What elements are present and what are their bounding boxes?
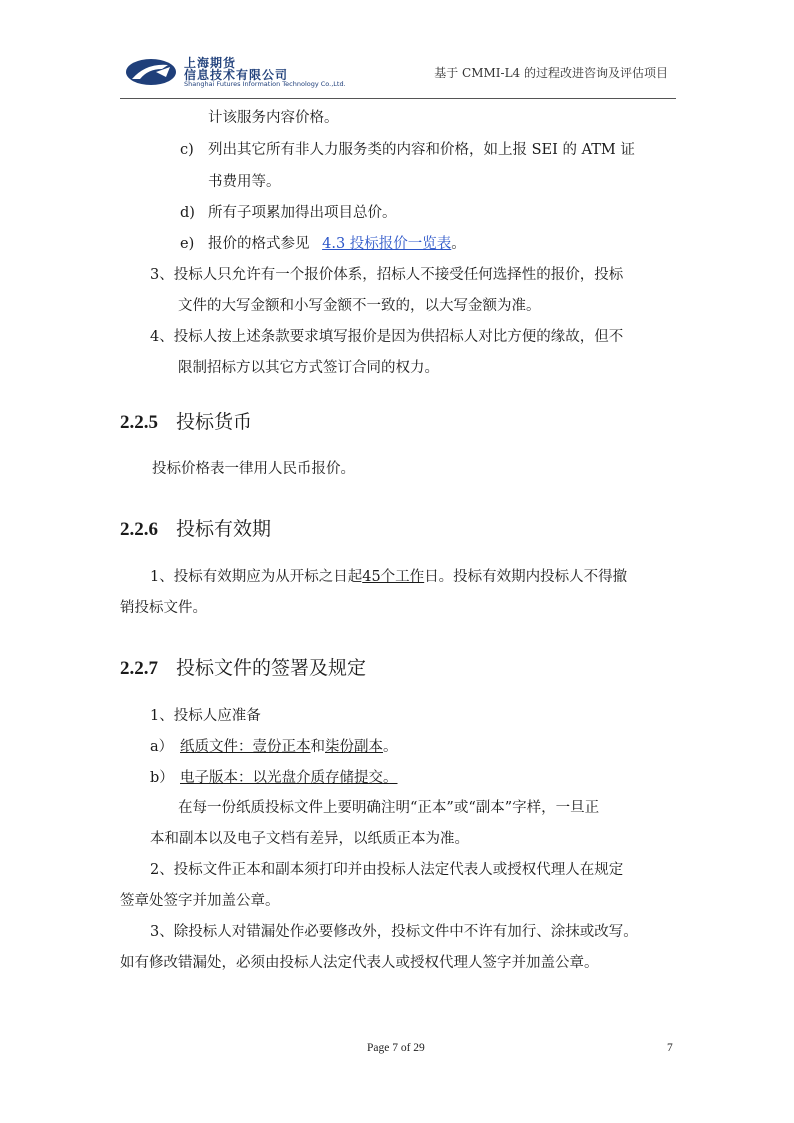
paragraph-line: 限制招标方以其它方式签订合同的权力。 — [178, 360, 439, 376]
text-span: 日。投标有效期内投标人不得撤 — [424, 569, 628, 585]
underlined-text: 45个工作 — [362, 569, 425, 585]
section-number: 2.2.6 — [120, 519, 158, 540]
text-span: 。 — [451, 236, 466, 252]
paragraph-line: 销投标文件。 — [120, 600, 207, 616]
paragraph-line: 投标价格表一律用人民币报价。 — [152, 461, 355, 477]
list-marker: d) — [180, 205, 195, 221]
list-marker: c) — [180, 142, 194, 158]
paragraph-line: 2、投标文件正本和副本须打印并由投标人法定代表人或授权代理人在规定 — [150, 862, 624, 878]
list-marker: b） — [150, 770, 174, 786]
paragraph-line: 文件的大写金额和小写金额不一致的，以大写金额为准。 — [178, 298, 541, 314]
paragraph-line: 4、投标人按上述条款要求填写报价是因为供招标人对比方便的缘故，但不 — [150, 329, 624, 345]
list-marker: a） — [150, 739, 174, 755]
logo-text-cn-2: 信息技术有限公司 — [184, 68, 289, 82]
text-span: 。 — [383, 739, 398, 755]
paragraph-line: 3、投标人只允许有一个报价体系，招标人不接受任何选择性的报价，投标 — [150, 267, 624, 283]
header-divider — [120, 98, 676, 99]
paragraph-line: 计该服务内容价格。 — [208, 110, 339, 126]
text-span: 1、投标有效期应为从开标之日起 — [150, 569, 363, 585]
paragraph-line: 签章处签字并加盖公章。 — [120, 893, 280, 909]
paragraph-line: 在每一份纸质投标文件上要明确注明“正本”或“副本”字样，一旦正 — [178, 800, 600, 816]
section-heading-2-2-5 — [120, 410, 252, 435]
section-title: 投标文件的签署及规定 — [176, 657, 367, 679]
underlined-text: 电子版本：以光盘介质存储提交。 — [180, 770, 398, 786]
text-span: 和 — [310, 739, 325, 755]
list-item-a — [180, 737, 398, 757]
list-marker: e) — [180, 236, 195, 252]
underlined-text: 柒份副本 — [325, 739, 383, 755]
list-item-e — [208, 234, 466, 254]
paragraph-line — [150, 567, 627, 587]
header-title: 基于 CMMI-L4 的过程改进咨询及评估项目 — [434, 66, 668, 80]
section-heading-2-2-7 — [120, 656, 366, 681]
section-title: 投标货币 — [176, 411, 253, 433]
page-number: 7 — [667, 1042, 673, 1054]
section-number: 2.2.5 — [120, 412, 158, 433]
paragraph-line: 1、投标人应准备 — [150, 708, 261, 724]
company-logo — [126, 57, 426, 89]
paragraph-line: 书费用等。 — [208, 174, 281, 190]
paragraph-line: 如有修改错漏处，必须由投标人法定代表人或授权代理人签字并加盖公章。 — [120, 955, 599, 971]
section-number: 2.2.7 — [120, 658, 158, 679]
list-item-d: 所有子项累加得出项目总价。 — [208, 205, 397, 221]
price-table-link[interactable]: 4.3 投标报价一览表 — [322, 236, 452, 252]
paragraph-line: 本和副本以及电子文档有差异，以纸质正本为准。 — [150, 831, 469, 847]
underlined-text: 纸质文件：壹份正本 — [180, 739, 311, 755]
section-title: 投标有效期 — [176, 518, 272, 540]
list-item-b — [180, 768, 398, 788]
text-span: 报价的格式参见 — [208, 236, 310, 252]
page-label: Page 7 of 29 — [367, 1042, 425, 1054]
list-item-c: 列出其它所有非人力服务类的内容和价格，如上报 SEI 的 ATM 证 — [208, 142, 635, 158]
section-heading-2-2-6 — [120, 517, 271, 542]
logo-text-cn-1: 上海期货 — [184, 56, 237, 70]
logo-text-en: Shanghai Futures Information Technology Co.,Ltd. — [184, 80, 346, 88]
paragraph-line: 3、除投标人对错漏处作必要修改外，投标文件中不许有加行、涂抹或改写。 — [150, 924, 638, 940]
company-logo-icon — [126, 59, 176, 85]
